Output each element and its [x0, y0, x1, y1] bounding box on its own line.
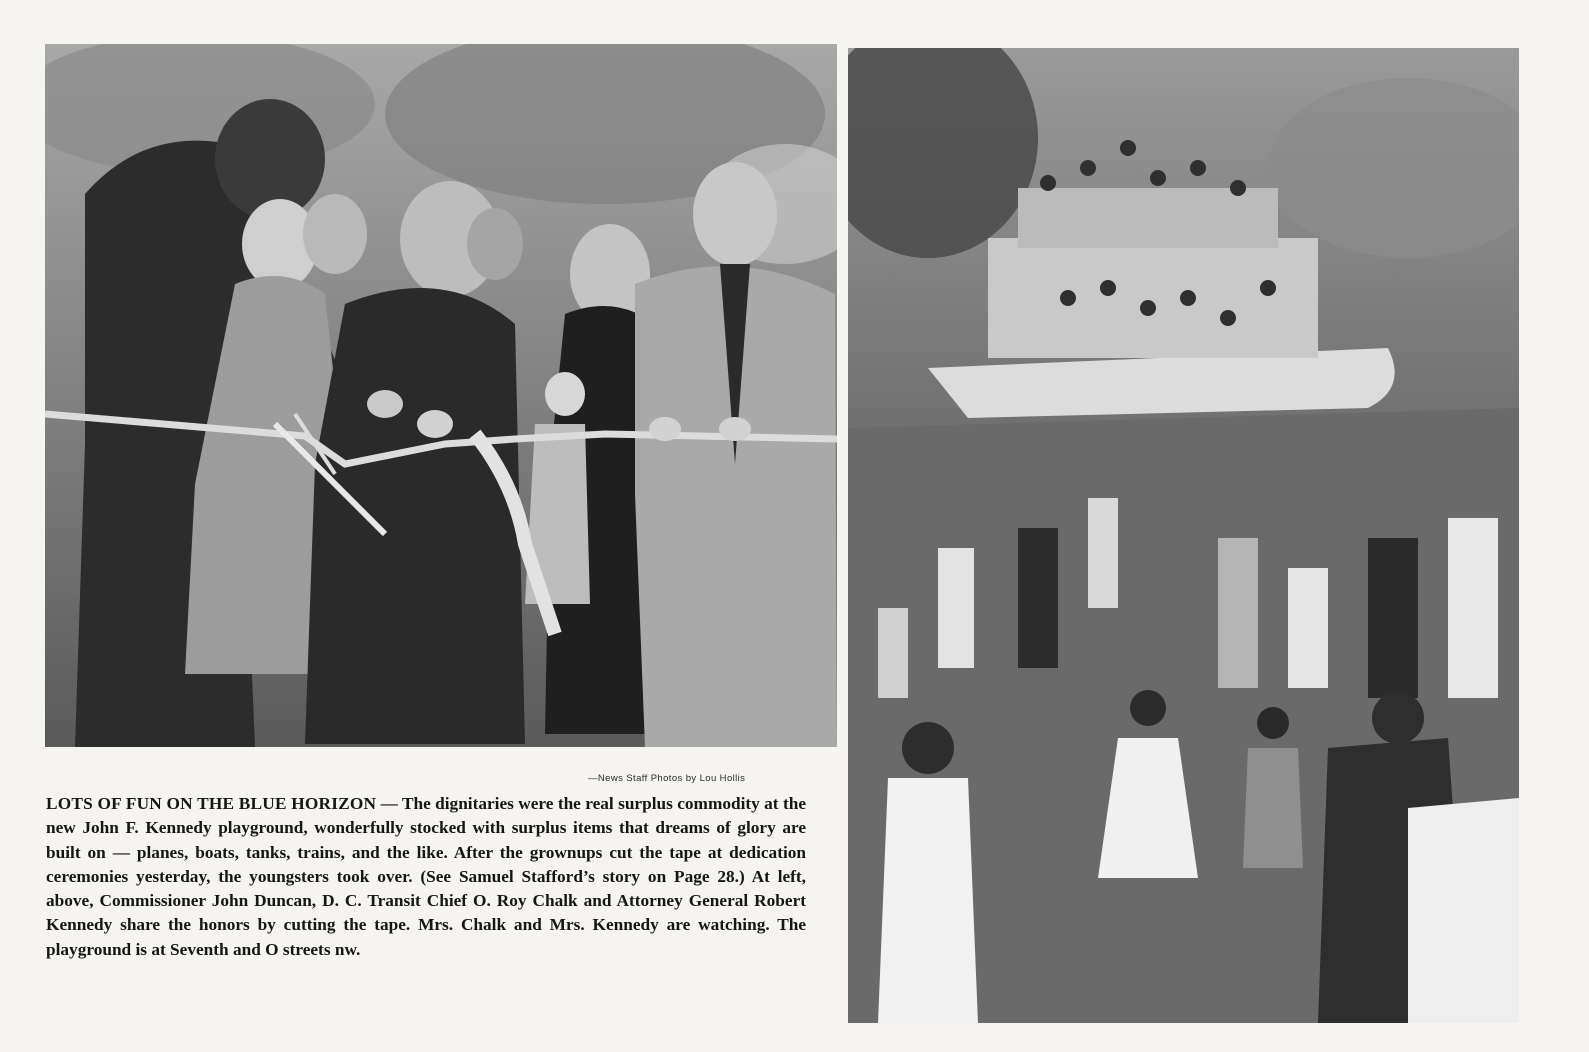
caption-body: — The dignitaries were the real surplus commodity at the new John F. Kennedy playground, wonderfully stocked with surplus items that dreams of glory are built on — planes, boats, tanks, trains, and the like. After the grownups cut the tape at dedication ceremonies yesterday, the youngsters took over. (See Samuel Stafford’s story on Page 28.) At left, above, Commissioner John Duncan, D. C. Transit Chief O. Roy Chalk and Attorney General Robert Kennedy share the honors by cutting the tape. Mrs. Chalk and Mrs. Kennedy are watching. The playground is at Seventh and O streets nw. — [46, 794, 806, 959]
photo-caption — [46, 792, 806, 962]
ribbon-cutting-photo — [45, 44, 837, 747]
playground-crowd-photo — [848, 48, 1519, 1023]
ribbon-cutting-image — [45, 44, 837, 747]
caption-headline: LOTS OF FUN ON THE BLUE HORIZON — [46, 794, 377, 813]
playground-crowd-image — [848, 48, 1519, 1023]
photo-credit: —News Staff Photos by Lou Hollis — [588, 773, 746, 784]
